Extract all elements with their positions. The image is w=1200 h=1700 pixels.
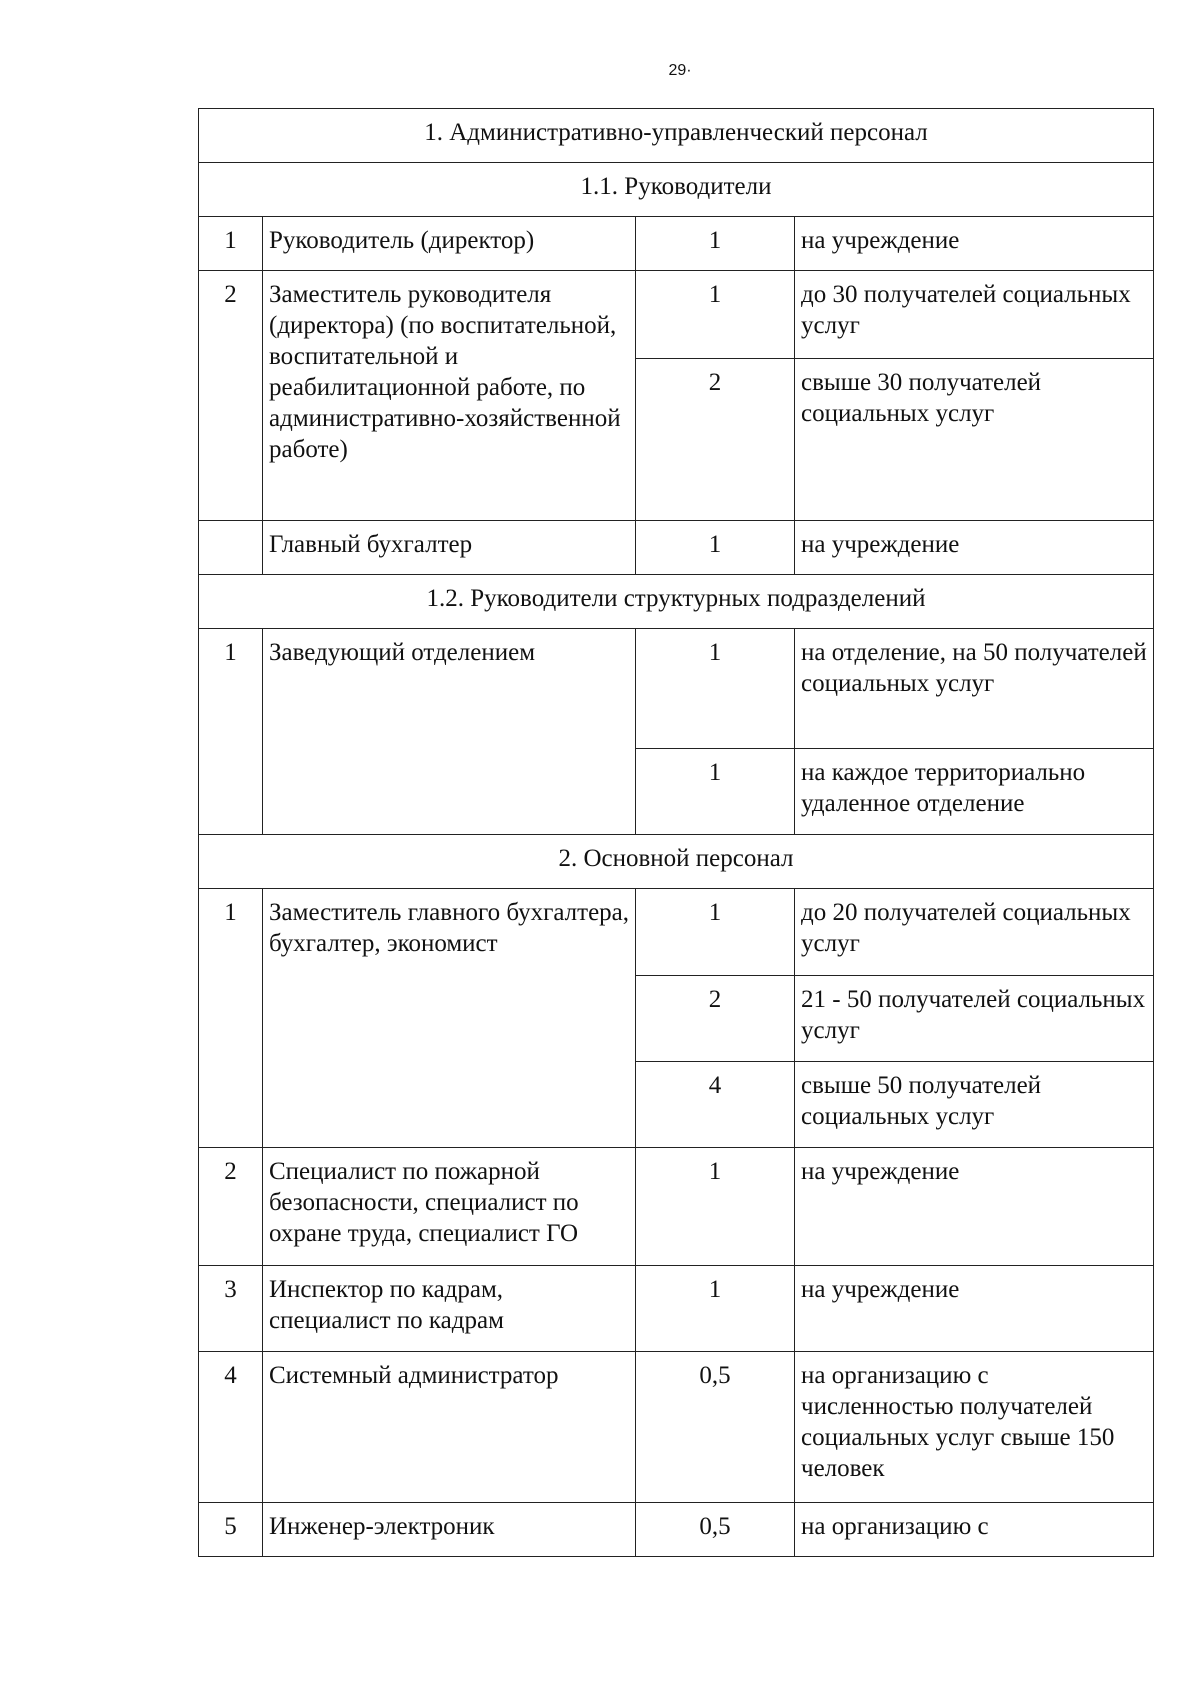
table-row xyxy=(199,1352,1154,1503)
row-number: 4 xyxy=(199,1352,263,1503)
staffing-norm: на учреждение xyxy=(795,521,1154,575)
staffing-norm: на учреждение xyxy=(795,1266,1154,1352)
staff-quantity: 1 xyxy=(636,1148,795,1266)
staff-quantity: 1 xyxy=(636,889,795,976)
position-name: Инженер-электроник xyxy=(263,1503,636,1557)
staffing-norm: до 30 получателей социальных услуг xyxy=(795,271,1154,359)
staff-quantity: 2 xyxy=(636,359,795,521)
table-row xyxy=(199,1503,1154,1557)
staffing-norm: свыше 30 получателей социальных услуг xyxy=(795,359,1154,521)
subsection-heading: 1.2. Руководители структурных подразделений xyxy=(199,575,1154,629)
staff-quantity: 1 xyxy=(636,749,795,835)
row-number: 3 xyxy=(199,1266,263,1352)
staffing-norm: 21 - 50 получателей социальных услуг xyxy=(795,976,1154,1062)
section-heading: 2. Основной персонал xyxy=(199,835,1154,889)
section-heading: 1. Административно-управленческий персонал xyxy=(199,109,1154,163)
staff-quantity: 1 xyxy=(636,217,795,271)
staff-norms-table xyxy=(198,108,1154,1557)
page-number: 29· xyxy=(668,62,692,79)
section-row xyxy=(199,163,1154,217)
position-name: Специалист по пожарной безопасности, специалист по охране труда, специалист ГО xyxy=(263,1148,636,1266)
staff-quantity: 1 xyxy=(636,629,795,749)
position-name: Инспектор по кадрам, специалист по кадрам xyxy=(263,1266,636,1352)
row-number: 2 xyxy=(199,271,263,521)
table-row xyxy=(199,629,1154,749)
position-name: Заведующий отделением xyxy=(263,629,636,835)
staff-quantity: 0,5 xyxy=(636,1503,795,1557)
position-name: Руководитель (директор) xyxy=(263,217,636,271)
staff-quantity: 4 xyxy=(636,1062,795,1148)
table-row xyxy=(199,521,1154,575)
staff-quantity: 1 xyxy=(636,1266,795,1352)
section-row xyxy=(199,835,1154,889)
staff-quantity: 1 xyxy=(636,521,795,575)
row-number xyxy=(199,521,263,575)
row-number: 2 xyxy=(199,1148,263,1266)
staffing-norm: на каждое территориально удаленное отделение xyxy=(795,749,1154,835)
staffing-norm: на организацию с xyxy=(795,1503,1154,1557)
table-row xyxy=(199,1266,1154,1352)
staffing-norm: на учреждение xyxy=(795,217,1154,271)
row-number: 1 xyxy=(199,217,263,271)
table-row xyxy=(199,271,1154,359)
staffing-norm: на организацию с численностью получателей социальных услуг свыше 150 человек xyxy=(795,1352,1154,1503)
row-number: 1 xyxy=(199,629,263,835)
staff-quantity: 0,5 xyxy=(636,1352,795,1503)
position-name: Системный администратор xyxy=(263,1352,636,1503)
staffing-norm: на отделение, на 50 получателей социальных услуг xyxy=(795,629,1154,749)
position-name: Главный бухгалтер xyxy=(263,521,636,575)
position-name: Заместитель руководителя (директора) (по воспитательной, воспитательной и реабилитационной работе, по административно-хозяйственной работе) xyxy=(263,271,636,521)
table-row xyxy=(199,1148,1154,1266)
subsection-heading: 1.1. Руководители xyxy=(199,163,1154,217)
staff-quantity: 2 xyxy=(636,976,795,1062)
table-row xyxy=(199,889,1154,976)
position-name: Заместитель главного бухгалтера, бухгалтер, экономист xyxy=(263,889,636,1148)
staffing-norm: свыше 50 получателей социальных услуг xyxy=(795,1062,1154,1148)
staff-quantity: 1 xyxy=(636,271,795,359)
table-row xyxy=(199,217,1154,271)
section-row xyxy=(199,109,1154,163)
section-row xyxy=(199,575,1154,629)
staffing-norm: до 20 получателей социальных услуг xyxy=(795,889,1154,976)
row-number: 5 xyxy=(199,1503,263,1557)
row-number: 1 xyxy=(199,889,263,1148)
staffing-norm: на учреждение xyxy=(795,1148,1154,1266)
